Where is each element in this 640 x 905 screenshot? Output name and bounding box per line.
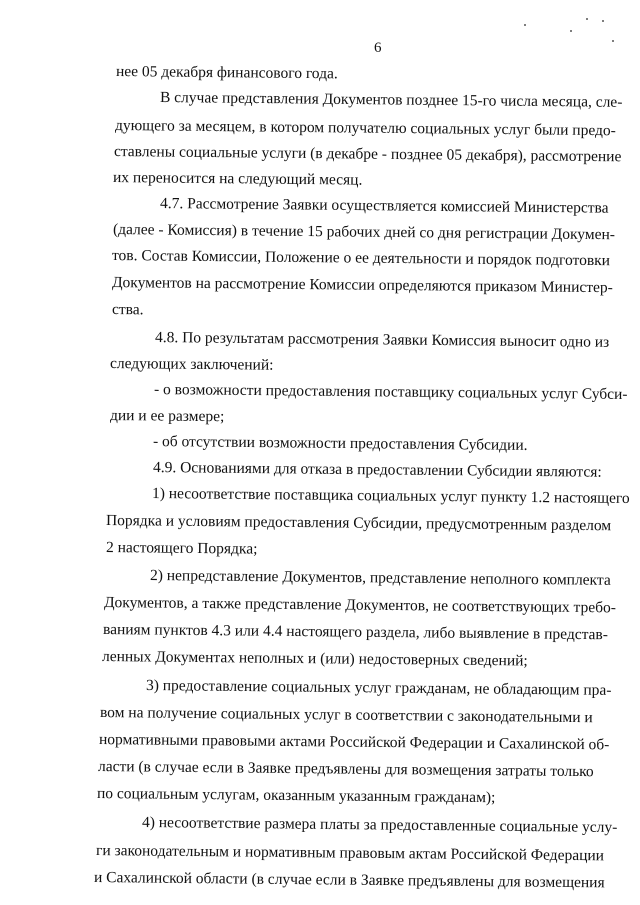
text-line: следующих заключений:: [109, 355, 274, 374]
text-line: 2) непредставление Документов, представление неполного комплекта: [149, 567, 611, 589]
text-line: дии и ее размере;: [109, 407, 225, 426]
text-line: 4.8. По результатам рассмотрения Заявки Комиссия выносит одно из: [154, 329, 610, 351]
text-line: нее 05 декабря финансового года.: [115, 63, 338, 83]
scan-speck: [570, 30, 572, 32]
text-line: В случае представления Документов позднее 15-го числа месяца, сле-: [159, 89, 623, 111]
text-line: Документов на рассмотрение Комиссии определяются приказом Министер-: [111, 274, 613, 297]
text-line: и Сахалинской области (в случае если в Заявке предъявлены для возмещения: [93, 869, 605, 892]
text-line: 4) несоответствие размера платы за предоставленные социальные услу-: [141, 814, 618, 836]
text-line: (далее - Комиссия) в течение 15 рабочих дней со дня регистрации Докумен-: [112, 221, 616, 244]
text-line: вом на получение социальных услуг в соответствии с законодательными и: [99, 704, 593, 727]
page-number: 6: [374, 40, 382, 56]
text-line: - об отсутствии возможности предоставления Субсидии.: [152, 433, 528, 454]
text-line: ги законодательным и нормативным правовым актам Российской Федерации: [95, 842, 605, 865]
text-line: ленных Документах неполных и (или) недостоверных сведений;: [101, 648, 528, 670]
text-line: Документов, а также представление Документов, не соответствующих требо-: [103, 594, 617, 617]
text-line: тов. Состав Комиссии, Положение о ее деятельности и порядок подготовки: [111, 247, 611, 270]
text-line: ваниям пунктов 4.3 или 4.4 настоящего раздела, либо выявление в представ-: [102, 621, 609, 644]
scan-speck: [612, 40, 614, 42]
text-line: по социальным услугам, оказанным указанным гражданам);: [96, 785, 496, 807]
text-line: ласти (в случае если в Заявке предъявлены для возмещения затраты только: [97, 758, 594, 781]
text-line: нормативными правовыми актами Российской Федерации и Сахалинской об-: [98, 731, 610, 754]
text-line: ставлены социальные услуги (в декабре - позднее 05 декабря), рассмотрение: [113, 143, 622, 166]
text-line: 4.9. Основаниями для отказа в предоставлении Субсидии являются:: [152, 459, 602, 481]
text-line: - о возможности предоставления поставщику социальных услуг Субси-: [153, 381, 628, 403]
text-line: Порядка и условиям предоставления Субсидии, предусмотренным разделом: [105, 512, 612, 535]
scan-speck: [586, 18, 588, 20]
scan-speck: [524, 24, 526, 26]
text-line: ства.: [111, 301, 144, 319]
text-line: 4.7. Рассмотрение Заявки осуществляется комиссией Министерства: [159, 195, 609, 217]
scan-speck: [602, 20, 604, 22]
text-line: их переносится на следующий месяц.: [112, 169, 363, 189]
text-line: дующего за месяцем, в котором получателю социальных услуг были предо-: [114, 117, 616, 140]
text-line: 2 настоящего Порядка;: [105, 539, 258, 558]
text-line: 3) предоставление социальных услуг гражданам, не обладающим пра-: [145, 677, 612, 699]
text-line: 1) несоответствие поставщика социальных услуг пункту 1.2 настоящего: [151, 485, 630, 508]
